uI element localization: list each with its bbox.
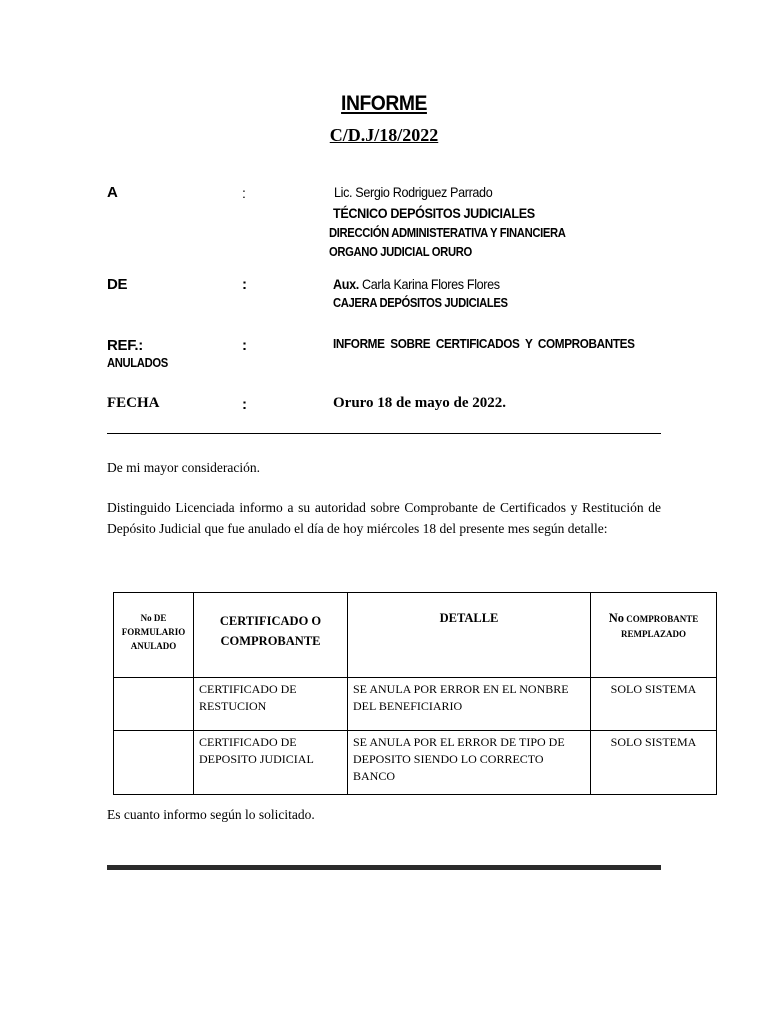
footer-divider bbox=[107, 865, 661, 870]
document-title: INFORME bbox=[341, 92, 427, 115]
ref-text-line2: ANULADOS bbox=[107, 356, 168, 370]
date-value: Oruro 18 de mayo de 2022. bbox=[333, 395, 507, 411]
greeting: De mi mayor consideración. bbox=[107, 460, 260, 475]
cell-form-number bbox=[114, 678, 194, 731]
cell-detail: SE ANULA POR EL ERROR DE TIPO DE DEPOSITO SIENDO LO CORRECTO BANCO bbox=[348, 731, 591, 795]
header-replacement-no: No bbox=[608, 611, 625, 625]
header-replacement-label: COMPROBANTE REMPLAZADO bbox=[621, 614, 699, 639]
date-label: FECHA bbox=[107, 395, 160, 411]
cell-certificate: CERTIFICADO DE RESTUCION bbox=[194, 678, 348, 731]
header-detail: DETALLE bbox=[348, 593, 591, 678]
to-organization: ORGANO JUDICIAL ORURO bbox=[329, 245, 472, 259]
to-position: TÉCNICO DEPÓSITOS JUDICIALES bbox=[333, 205, 535, 221]
cell-replacement: SOLO SISTEMA bbox=[591, 731, 717, 795]
date-colon: : bbox=[242, 396, 247, 413]
table-row bbox=[114, 678, 717, 731]
closing-line: Es cuanto informo según lo solicitado. bbox=[107, 807, 315, 822]
from-prefix: Aux. bbox=[333, 276, 359, 292]
to-colon: : bbox=[242, 185, 246, 201]
header-replacement bbox=[591, 593, 717, 678]
cell-certificate: CERTIFICADO DE DEPOSITO JUDICIAL bbox=[194, 731, 348, 795]
table-header-row bbox=[114, 593, 717, 678]
table-row bbox=[114, 731, 717, 795]
from-label: DE bbox=[107, 276, 128, 293]
from-name: Carla Karina Flores Flores bbox=[362, 276, 500, 292]
cell-replacement: SOLO SISTEMA bbox=[591, 678, 717, 731]
from-colon: : bbox=[242, 276, 247, 293]
header-form-number: No DE FORMULARIO ANULADO bbox=[114, 593, 194, 678]
to-department: DIRECCIÓN ADMINISTERATIVA Y FINANCIERA bbox=[329, 226, 566, 240]
cell-form-number bbox=[114, 731, 194, 795]
from-position: CAJERA DEPÓSITOS JUDICIALES bbox=[333, 296, 508, 310]
to-label: A bbox=[107, 184, 118, 201]
ref-text-line1: INFORME SOBRE CERTIFICADOS Y COMPROBANTES bbox=[333, 337, 635, 351]
header-divider bbox=[107, 433, 661, 434]
body-paragraph: Distinguido Licenciada informo a su autoridad sobre Comprobante de Certificados y Restitución de Depósito Judicial que fue anulado el día de hoy miércoles 18 del presente mes según detalle: bbox=[107, 500, 661, 536]
document-code: C/D.J/18/2022 bbox=[329, 125, 439, 145]
ref-colon: : bbox=[242, 337, 247, 354]
to-name: Lic. Sergio Rodriguez Parrado bbox=[334, 184, 493, 200]
cell-detail: SE ANULA POR ERROR EN EL NONBRE DEL BENEFICIARIO bbox=[348, 678, 591, 731]
annulment-table bbox=[113, 592, 717, 795]
header-certificate: CERTIFICADO O COMPROBANTE bbox=[194, 593, 348, 678]
from-name-line bbox=[333, 276, 500, 292]
ref-label: REF.: bbox=[107, 337, 144, 354]
